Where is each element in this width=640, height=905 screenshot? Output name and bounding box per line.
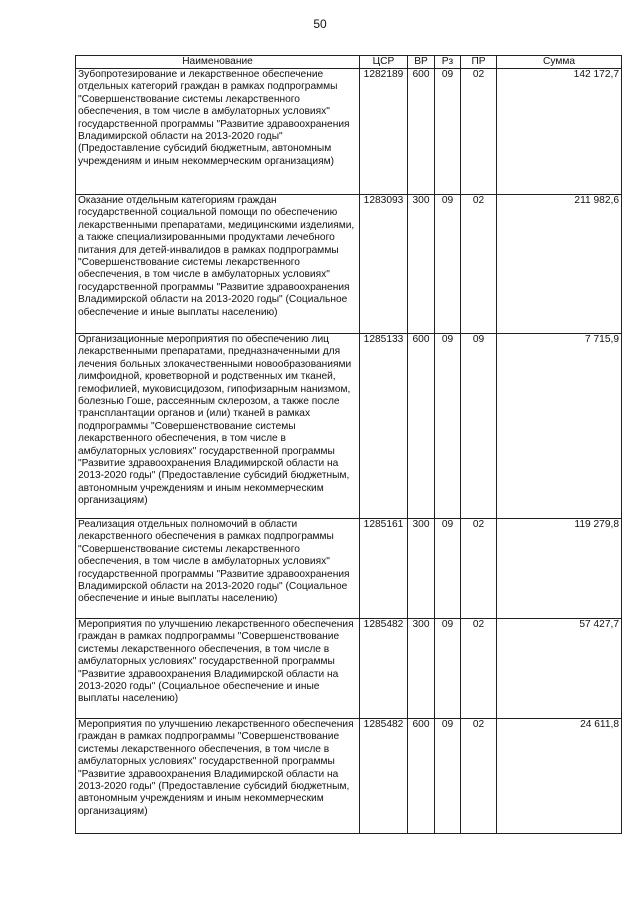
- row-csr: 1282189: [360, 69, 408, 195]
- row-name: Реализация отдельных полномочий в области лекарственного обеспечения в рамках подпрограммы "Совершенствование системы лекарственного обеспечения, в том числе в амбулаторных условиях" государственной программы "Развитие здравоохранения Владимирской области на 2013-2020 годы" (Социальное обеспечение и иные выплаты населению): [76, 519, 360, 619]
- table-header-row: [76, 56, 622, 69]
- row-rz: 09: [435, 195, 461, 334]
- row-vr: 600: [408, 334, 435, 519]
- row-rz: 09: [435, 69, 461, 195]
- table-row: [76, 619, 622, 719]
- row-csr: 1285482: [360, 619, 408, 719]
- header-csr: ЦСР: [360, 56, 408, 69]
- header-vr: ВР: [408, 56, 435, 69]
- row-csr: 1285161: [360, 519, 408, 619]
- page-number: 50: [313, 17, 327, 31]
- row-name: Мероприятия по улучшению лекарственного обеспечения граждан в рамках подпрограммы "Совершенствование системы лекарственного обеспечения, в том числе в амбулаторных условиях" государственной программы "Развитие здравоохранения Владимирской области на 2013-2020 годы" (Социальное обеспечение и иные выплаты населению): [76, 619, 360, 719]
- row-csr: 1285133: [360, 334, 408, 519]
- row-name: Зубопротезирование и лекарственное обеспечение отдельных категорий граждан в рамках подпрограммы "Совершенствование системы лекарственного обеспечения, в том числе в амбулаторных условиях" государственной программы "Развитие здравоохранения Владимирской области на 2013-2020 годы" (Предоставление субсидий бюджетным, автономным учреждениям и иным некоммерческим организациям): [76, 69, 360, 195]
- row-rz: 09: [435, 519, 461, 619]
- row-sum: 24 611,8: [497, 719, 622, 834]
- table-row: [76, 195, 622, 334]
- row-sum: 211 982,6: [497, 195, 622, 334]
- table-row: [76, 334, 622, 519]
- header-rz: Рз: [435, 56, 461, 69]
- row-sum: 7 715,9: [497, 334, 622, 519]
- row-csr: 1285482: [360, 719, 408, 834]
- row-vr: 300: [408, 195, 435, 334]
- row-vr: 300: [408, 619, 435, 719]
- row-rz: 09: [435, 334, 461, 519]
- row-name: Организационные мероприятия по обеспечению лиц лекарственными препаратами, предназначенными для лечения больных злокачественными новообразованиями лимфоидной, кроветворной и родственных им тканей, гемофилией, муковисцидозом, гипофизарным нанизмом, болезнью Гоше, рассеянным склерозом, а также после трансплантации органов и (или) тканей в рамках подпрограммы "Совершенствование системы лекарственного обеспечения, в том числе в амбулаторных условиях" государственной программы "Развитие здравоохранения Владимирской области на 2013-2020 годы" (Предоставление субсидий бюджетным, автономным учреждениям и иным некоммерческим организациям): [76, 334, 360, 519]
- table-row: [76, 719, 622, 834]
- row-vr: 300: [408, 519, 435, 619]
- row-pr: 09: [461, 334, 497, 519]
- header-name: Наименование: [76, 56, 360, 69]
- row-pr: 02: [461, 619, 497, 719]
- row-pr: 02: [461, 195, 497, 334]
- row-csr: 1283093: [360, 195, 408, 334]
- header-pr: ПР: [461, 56, 497, 69]
- row-pr: 02: [461, 69, 497, 195]
- row-name: Оказание отдельным категориям граждан государственной социальной помощи по обеспечению лекарственными препаратами, медицинскими изделиями, а также специализированными продуктами лечебного питания для детей-инвалидов в рамках подпрограммы "Совершенствование системы лекарственного обеспечения, в том числе в амбулаторных условиях" государственной программы "Развитие здравоохранения Владимирской области на 2013-2020 годы" (Социальное обеспечение и иные выплаты населению): [76, 195, 360, 334]
- table-row: [76, 519, 622, 619]
- row-sum: 142 172,7: [497, 69, 622, 195]
- budget-table: [75, 55, 622, 834]
- row-vr: 600: [408, 69, 435, 195]
- row-rz: 09: [435, 619, 461, 719]
- row-vr: 600: [408, 719, 435, 834]
- row-sum: 57 427,7: [497, 619, 622, 719]
- row-rz: 09: [435, 719, 461, 834]
- row-pr: 02: [461, 519, 497, 619]
- table-row: [76, 69, 622, 195]
- header-sum: Сумма: [497, 56, 622, 69]
- row-name: Мероприятия по улучшению лекарственного обеспечения граждан в рамках подпрограммы "Совершенствование системы лекарственного обеспечения, в том числе в амбулаторных условиях" государственной программы "Развитие здравоохранения Владимирской области на 2013-2020 годы" (Предоставление субсидий бюджетным, автономным учреждениям и иным некоммерческим организациям): [76, 719, 360, 834]
- row-sum: 119 279,8: [497, 519, 622, 619]
- row-pr: 02: [461, 719, 497, 834]
